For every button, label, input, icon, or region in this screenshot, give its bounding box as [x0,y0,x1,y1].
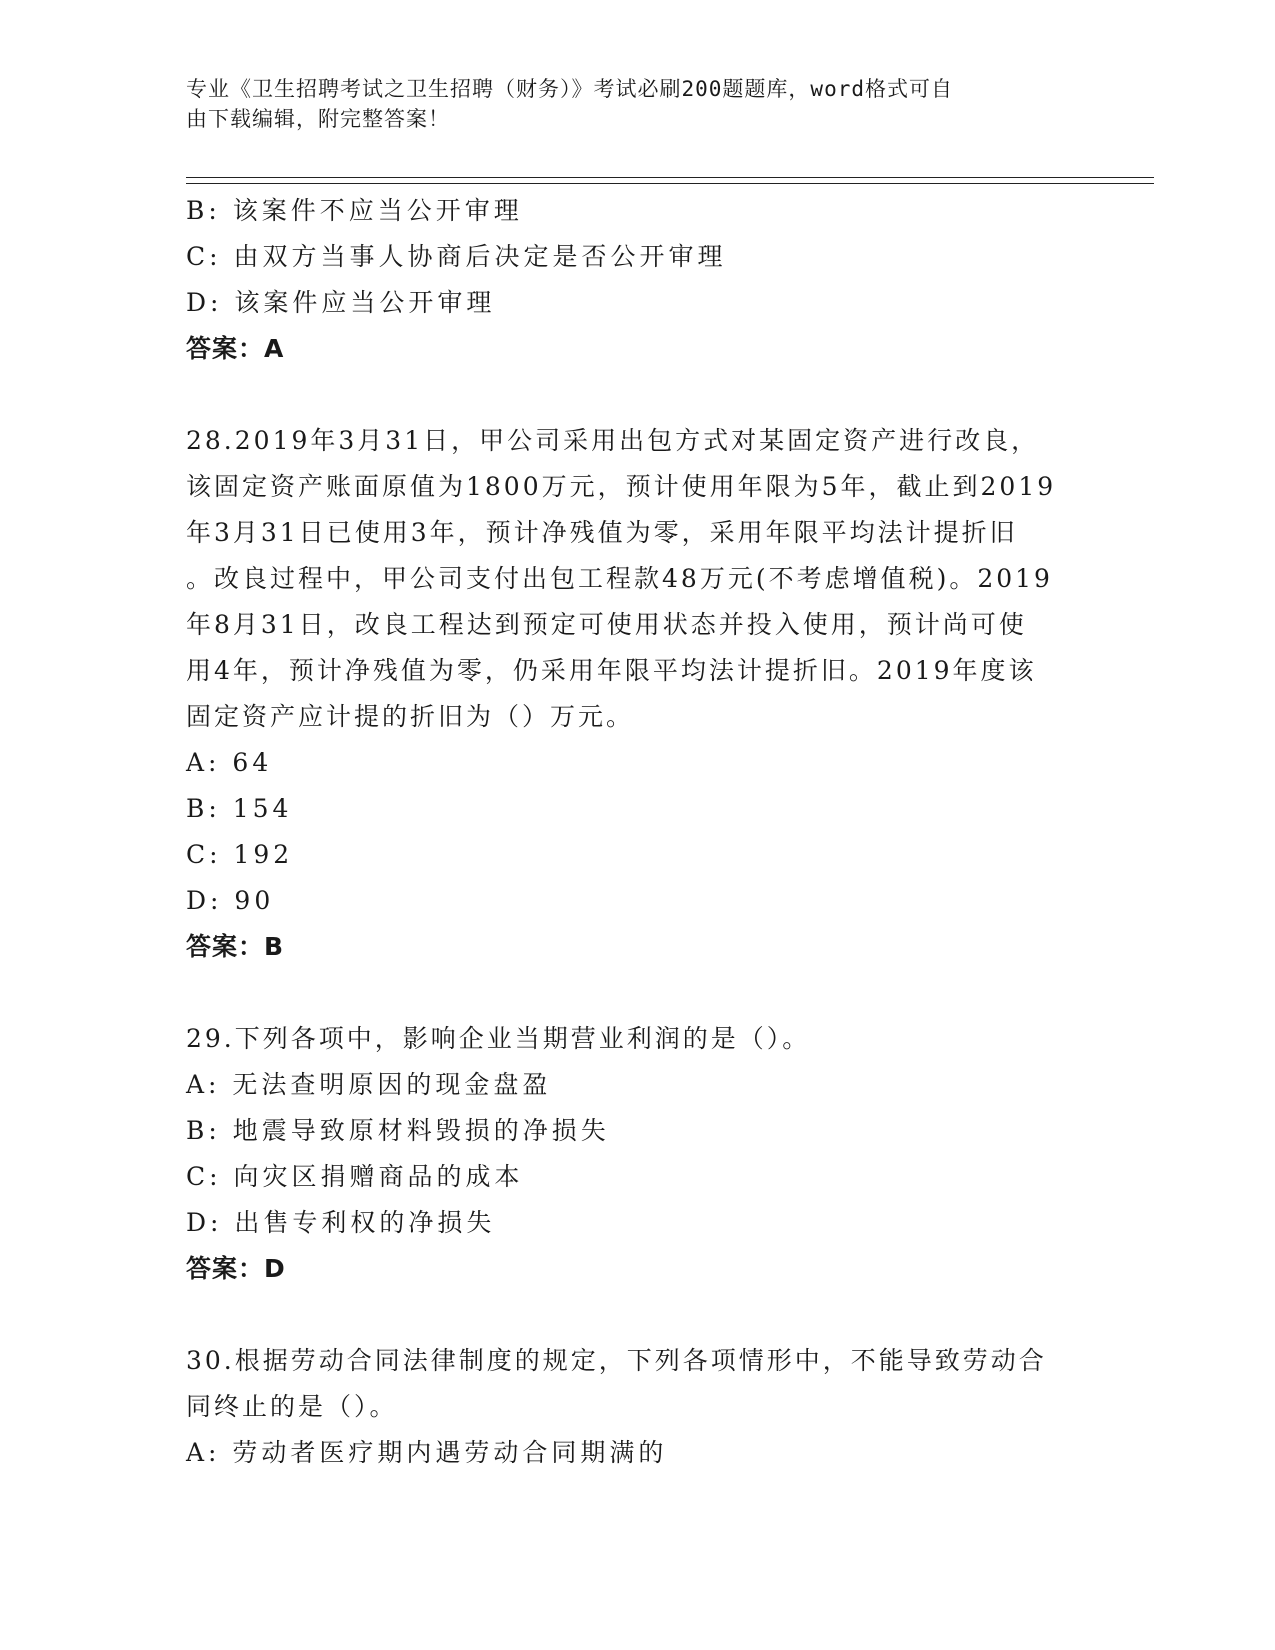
question-28 [186,418,1156,970]
question-list [186,188,1156,1476]
question-27 [186,188,1156,372]
q28-stem-line: 28.2019年3月31日，甲公司采用出包方式对某固定资产进行改良， [186,426,1040,455]
header-line-2: 由下载编辑，附完整答案！ [186,107,450,131]
spacer [186,970,1156,1016]
q27-option-c: C: 由双方当事人协商后决定是否公开审理 [186,242,727,271]
q28-stem-line: 该固定资产账面原值为1800万元，预计使用年限为5年，截止到2019 [186,472,1057,501]
q29-option-a: A: 无法查明原因的现金盘盈 [186,1070,552,1099]
q30-stem-line: 同终止的是（）。 [186,1392,398,1421]
q28-option-d: D: 90 [186,886,275,915]
q28-answer: 答案：B [186,932,285,961]
question-29 [186,1016,1156,1292]
spacer [186,372,1156,418]
q28-stem-line: 年8月31日，改良工程达到预定可使用状态并投入使用，预计尚可使 [186,610,1027,639]
header-line-1: 专业《卫生招聘考试之卫生招聘（财务）》考试必刷200题题库，word格式可自 [186,77,953,101]
q29-answer: 答案：D [186,1254,286,1283]
document-header [186,74,1066,134]
q30-stem-line: 30.根据劳动合同法律制度的规定，下列各项情形中，不能导致劳动合 [186,1346,1047,1375]
spacer [186,1292,1156,1338]
q28-option-b: B: 154 [186,794,293,823]
q29-stem: 29.下列各项中，影响企业当期营业利润的是（）。 [186,1024,811,1053]
header-divider [186,177,1154,184]
q27-option-d: D: 该案件应当公开审理 [186,288,496,317]
q29-option-c: C: 向灾区捐赠商品的成本 [186,1162,524,1191]
q28-option-a: A: 64 [186,748,273,777]
q28-stem-line: 用4年，预计净残值为零，仍采用年限平均法计提折旧。2019年度该 [186,656,1037,685]
q29-option-b: B: 地震导致原材料毁损的净损失 [186,1116,610,1145]
question-30 [186,1338,1156,1476]
q28-stem-line: 固定资产应计提的折旧为（）万元。 [186,702,635,731]
q28-stem-line: 。改良过程中，甲公司支付出包工程款48万元(不考虑增值税)。2019 [186,564,1053,593]
q28-stem-line: 年3月31日已使用3年，预计净残值为零，采用年限平均法计提折旧 [186,518,1018,547]
q29-option-d: D: 出售专利权的净损失 [186,1208,496,1237]
q28-option-c: C: 192 [186,840,294,869]
q27-option-b: B: 该案件不应当公开审理 [186,196,523,225]
q27-answer: 答案：A [186,334,285,363]
q30-option-a: A: 劳动者医疗期内遇劳动合同期满的 [186,1438,668,1467]
